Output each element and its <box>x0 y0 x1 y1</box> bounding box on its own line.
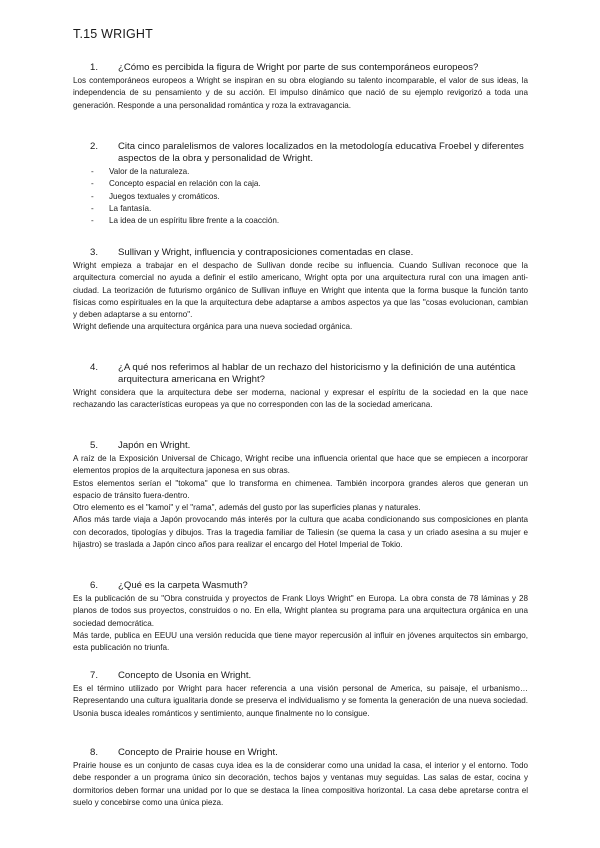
section-7 <box>73 670 528 720</box>
answer-paragraph: Es la publicación de su "Obra construida y proyectos de Frank Lloys Wright" en Europa. La obra consta de 78 láminas y 28 planos de todos sus proyectos, construidos o no. En ella, Wright plantea su programa para una arquitectura orgánica en una sociedad democrática. <box>73 594 528 628</box>
question-heading <box>73 362 528 386</box>
answer-paragraph: Más tarde, publica en EEUU una versión reducida que tiene mayor repercusión al influir en jóvenes arquitectos sin embargo, esta publicación no triunfa. <box>73 630 528 653</box>
answer-paragraph: Estos elementos serían el "tokoma" que lo transforma en chimenea. También incorpora grandes aleros que generan un espacio de tránsito fuera-dentro. <box>73 478 528 500</box>
section-2 <box>73 141 528 227</box>
section-3 <box>73 247 528 334</box>
question-number: 7. <box>90 670 99 681</box>
question-text: Sullivan y Wright, influencia y contraposiciones comentadas en clase. <box>118 247 414 258</box>
question-number: 6. <box>90 580 99 591</box>
question-text: Cita cinco paralelismos de valores localizados en la metodología educativa Froebel y diferentes aspectos de la obra y personalidad de Wright. <box>118 141 524 164</box>
list-item: - Concepto espacial en relación con la caja. <box>91 179 261 189</box>
question-number: 3. <box>90 247 99 258</box>
question-heading <box>73 141 528 165</box>
question-heading <box>73 670 528 682</box>
question-text: ¿Cómo es percibida la figura de Wright por parte de sus contemporáneos europeos? <box>118 62 479 73</box>
answer-paragraph: Otro elemento es el "kamoi" y el "rama", además del gusto por las superficies planas y naturales. <box>73 503 421 513</box>
question-number: 8. <box>90 747 99 758</box>
question-text: Concepto de Usonia en Wright. <box>118 670 252 681</box>
answer-paragraph: A raíz de la Exposición Universal de Chicago, Wright recibe una influencia oriental que hace que se empiecen a incorporar elementos propios de la arquitectura japonesa en sus obras. <box>73 454 528 476</box>
list-item: - La idea de un espíritu libre frente a la coacción. <box>91 216 280 226</box>
section-6 <box>73 580 528 654</box>
question-text: ¿A qué nos referimos al hablar de un rechazo del historicismo y la definición de una auténtica arquitectura americana en Wright? <box>118 362 516 385</box>
question-number: 4. <box>90 362 99 373</box>
answer-paragraph: Wright empieza a trabajar en el despacho de Sullivan donde recibe su influencia. Cuando Sullivan reconoce que la arquitectura comercial no ayuda a definir el estilo americano, Wright opta por una arquitectura rural con una imagen anti-ciudad. La teorización de futurismo orgánico de Sullivan influye en Wright que intenta que la forma busque la función tanto físicas como espirituales en la que la arquitectura debe adaptarse a ambos aspectos ya que las "cosas evolucionan, cambian y deben adaptarse a su entorno". <box>73 261 528 320</box>
answer-paragraph: Wright considera que la arquitectura debe ser moderna, nacional y expresar el espíritu de la sociedad en la que nace rechazando las características europeas ya que no corresponden con las de la sociedad americana. <box>73 388 528 410</box>
answer-paragraph: Los contemporáneos europeos a Wright se inspiran en su obra elogiando su talento incomparable, el valor de sus ideas, la independencia de su pensamiento y de su acción. El impulso dinámico que nació de su ejemplo revigorizó a toda una generación. Responde a una personalidad romántica y roza la extravagancia. <box>73 76 528 110</box>
bullet-list <box>73 166 528 227</box>
question-heading <box>73 247 528 259</box>
list-item: - La fantasía. <box>91 203 152 213</box>
answer-paragraph: Es el término utilizado por Wright para hacer referencia a una visión personal de America, su paisaje, el urbanismo… Representando una cultura igualitaria donde se preserva el individualismo y se fomenta la generación de una nueva sociedad. Usonia busca ideales románticos y sentimiento, aunque finalmente no lo consigue. <box>73 684 528 718</box>
question-number: 5. <box>90 440 99 451</box>
section-4 <box>73 362 528 412</box>
section-5 <box>73 440 528 551</box>
section-8 <box>73 747 528 809</box>
question-text: Concepto de Prairie house en Wright. <box>118 747 278 758</box>
question-heading <box>73 62 528 74</box>
question-text: ¿Qué es la carpeta Wasmuth? <box>118 580 248 591</box>
section-1 <box>73 62 528 112</box>
list-item: - Juegos textuales y cromáticos. <box>91 191 220 201</box>
answer-paragraph: Wright defiende una arquitectura orgánica para una nueva sociedad orgánica. <box>73 322 353 332</box>
document-title: T.15 WRIGHT <box>73 27 153 41</box>
answer-paragraph: Prairie house es un conjunto de casas cuya idea es la de considerar como una unidad la casa, el interior y el entorno. Todo debe responder a un programa único sin decoración, techos bajos y ventanas muy seguidas. Las salas de estar, cocina y dormitorios deben formar una unidad por lo que se destaca la línea compositiva horizontal. La casa debe apretarse contra el suelo y concebirse como una única pieza. <box>73 761 528 807</box>
answer-paragraph: Años más tarde viaja a Japón provocando más interés por la cultura que acaba condicionando sus composiciones en planta con decorados, tipologías y dibujos. Tras la tragedia familiar de Taliesin (se quema la casa y un criado asesina a su mujer e hijastro) se traslada a Japón cinco años para realizar el encargo del Hotel Imperial de Tokio. <box>73 515 528 550</box>
question-number: 1. <box>90 62 99 73</box>
question-text: Japón en Wright. <box>118 440 191 451</box>
question-number: 2. <box>90 141 99 152</box>
question-heading <box>73 580 528 592</box>
question-heading <box>73 440 528 452</box>
question-heading <box>73 747 528 759</box>
list-item: - Valor de la naturaleza. <box>91 167 190 176</box>
